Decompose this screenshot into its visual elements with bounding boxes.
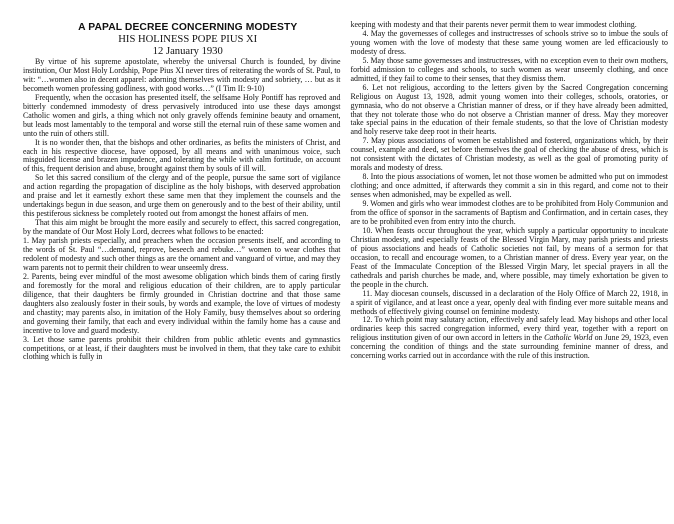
document-author: HIS HOLINESS POPE PIUS XI bbox=[118, 34, 258, 45]
paragraph: That this aim might be brought the more easily and securely to effect, this sacred congregation, by the mandate of Our Most Holy Lord, decrees what follows to be enacted: bbox=[23, 218, 341, 237]
left-column bbox=[23, 21, 341, 520]
document-title: A PAPAL DECREE CONCERNING MODESTY bbox=[78, 22, 298, 33]
document-date: 12 January 1930 bbox=[152, 46, 223, 57]
decree-item-1: 1. May parish priests especially, and preachers when the occasion presents itself, and according to the words of St. Paul “…demand, reprove, beseech and rebuke…” women to wear clothes that redolent of modesty and such other things as are the ornament and vanguard of virtue, and may they warn parents not to permit their children to wear unseemly dress. bbox=[23, 236, 341, 272]
decree-item-8: 8. Into the pious associations of women, let not those women be admitted who put on immodest clothing; and once admitted, if afterwards they commit a sin in this regard, and come not to their senses when admonished, may be expelled as well. bbox=[350, 172, 668, 200]
paragraph: So let this sacred consilium of the clergy and of the people, pursue the same sort of vigilance and action regarding the propagation of discipline as the holy bishops, with deserved approbation and praise and let it earnestly exhort these same men that they implement the counsels and the undertakings begun in due season, and urge them on generously and to the best of their ability, until this pestiferous sickness be completely rooted out from amongst the honest affairs of men. bbox=[23, 173, 341, 219]
decree-item-4: 4. May the governesses of colleges and instructresses of schools strive so to imbue the souls of young women with the love of modesty that these same young women are led efficaciously to modesty of dress. bbox=[350, 28, 668, 56]
paragraph: By virtue of his supreme apostolate, whereby the universal Church is founded, by divine institution, Our Most Holy Lordship, Pope Pius XI never tires of reiterating the words of St. Paul, to wit: “…women also in decent apparel: adorning themselves with modesty and sobriety, … but as it becometh women professing godliness, with good works…” (I Tim II: 9-10) bbox=[23, 57, 341, 93]
decree-item-12 bbox=[351, 316, 669, 361]
right-column bbox=[351, 21, 669, 520]
item-12-text-after: on June 29, 1923, even concerning the condition of things and the state surrounding feminine manner of dress, and concerning works carried out in accordance with the rule of this instruction. bbox=[350, 333, 669, 361]
decree-item-7: 7. May pious associations of women be established and fostered, organizations which, by their counsel, example and deed, set before themselves the goal of checking the abuse of dress, which is not consistent with the dictates of Christian modesty, as well as the goal of promoting purity of morals and modesty of dress. bbox=[350, 136, 668, 173]
decree-item-10: 10. When feasts occur throughout the year, which supply a particular opportunity to inculcate Christian modesty, and especially feasts of the Blessed Virgin Mary, may parish priests and priests of pious associations and heads of Catholic societies not fail, by means of a sermon for that occasion, to recall and encourage women, to a Christian manner of dress. Every year year, on the Feast of the Immaculate Conception of the Blessed Virgin Mary, let special prayers in all the cathedrals and parish churches be made, and, where possible, may timely exhortation be given to the people in the church. bbox=[350, 225, 668, 289]
decree-item-2: 2. Parents, being ever mindful of the most awesome obligation which binds them of caring firstly and foremostly for the moral and religious education of their children, are to apply particular diligence, that their daughters be firmly grounded in Christian doctrine and that those same daughters also zealously foster in their souls, by words and example, the love of virtues of modesty and chastity; may parents also, in imitation of the Holy Family, busy themselves about so ordering and governing their family, that each and every individual within the family home has a cause and incentive to love and guard modesty. bbox=[23, 271, 341, 335]
decree-item-9: 9. Women and girls who wear immodest clothes are to be prohibited from Holy Communion and from the office of sponsor in the sacraments of Baptism and Confirmation, and in certain cases, they are to be prohibited even from entry into the church. bbox=[350, 199, 668, 226]
item-12-text-before: 12. To which point may salutary action, effectively and safely lead. May bishops and other local ordinaries keep this sacred congregation informed, every third year, together with a report on religious institution given of our own accord in letters in the bbox=[350, 315, 668, 343]
continued-paragraph: keeping with modesty and that their parents never permit them to wear immodest clothing. bbox=[350, 20, 637, 29]
decree-item-6: 6. Let not religious, according to the letters given by the Sacred Congregation concerning Religious on August 13, 1928, admit young women into their colleges, schools, oratories, or gymnasia, who do not observe a Christian manner of dress, or if they have already been admitted, that they not tolerate those who do not observe a Christian manner of dress. May they moreover take special pains in the education of their female students, so that the love of Christian modesty and holy reserve take deep root in their hearts. bbox=[350, 82, 668, 137]
paragraph: Frequently, when the occasion has presented itself, the selfsame Holy Pontiff has reproved and bitterly condemned immodesty of dress pervasively introduced into use these days amongst Catholic women and girls, a thing which not only gravely offends feminine beauty and ornament, but leads most lamentably to the temporal and worse still the eternal ruin of these same women and unto the ruin of others still. bbox=[23, 92, 341, 138]
publication-name: Catholic World bbox=[544, 333, 593, 343]
decree-item-3: 3. Let those same parents prohibit their children from public athletic events and gymnastics competitions, or at least, if their daughters must be involved in them, that they take care to exhibit clothing which is fully in bbox=[23, 334, 341, 362]
decree-item-11: 11. May diocesan counsels, discussed in a declaration of the Holy Office of March 22, 1918, in a spirit of vigilance, and at least once a year, openly deal with finding ever more suitable means and methods of effectively giving counsel on feminine modesty. bbox=[350, 288, 668, 316]
paragraph: It is no wonder then, that the bishops and other ordinaries, as befits the ministers of Christ, and each in his respective diocese, have opposed, by all means and with unanimous voice, such misguided license and brazen impudence, and tolerating the while with calm fortitude, on account of this, frequent derision and abuse, brought against them by souls of ill will. bbox=[23, 137, 341, 174]
decree-item-5: 5. May those same governesses and instructresses, with no exception even to their own mothers, forbid admission to colleges and schools, to such women as wear unseemly clothing, and once admitted, if they fail to come to their senses, that they dismiss them. bbox=[350, 55, 668, 83]
